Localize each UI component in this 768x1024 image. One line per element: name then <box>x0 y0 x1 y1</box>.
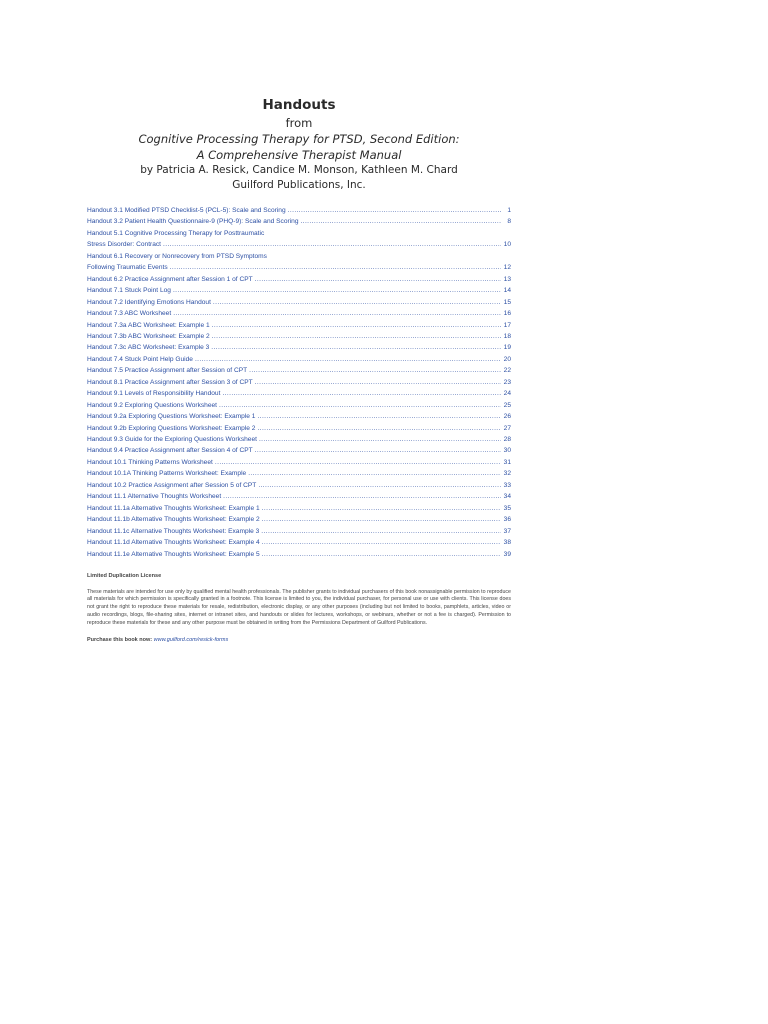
toc-row[interactable] <box>87 239 511 250</box>
toc-entry[interactable] <box>87 228 511 251</box>
toc-entry-title: Handout 9.2b Exploring Questions Worksheet: Example 2 <box>87 424 256 432</box>
toc-entry[interactable] <box>87 537 511 548</box>
toc-leader-dots <box>300 216 501 227</box>
toc-leader-dots <box>262 537 501 548</box>
page-title: Handouts <box>262 97 336 113</box>
toc-page-number: 12 <box>503 264 511 272</box>
toc-row[interactable] <box>87 400 511 411</box>
toc-entry-title: Handout 7.4 Stuck Point Help Guide <box>87 355 193 363</box>
toc-row[interactable] <box>87 445 511 456</box>
toc-entry[interactable] <box>87 411 511 422</box>
toc-page-number: 1 <box>507 207 511 214</box>
toc-page-number: 20 <box>503 355 511 363</box>
toc-leader-dots <box>173 308 501 319</box>
toc-page-number: 24 <box>503 390 511 398</box>
toc-row[interactable] <box>87 423 511 434</box>
toc-entry-title: Handout 6.2 Practice Assignment after Session 1 of CPT <box>87 275 253 283</box>
toc-entry[interactable] <box>87 285 511 296</box>
toc-row[interactable] <box>87 297 511 308</box>
toc-entry-title: Handout 9.3 Guide for the Exploring Questions Worksheet <box>87 436 257 444</box>
toc-page-number: 27 <box>503 424 511 432</box>
toc-row[interactable] <box>87 480 511 491</box>
toc-entry[interactable] <box>87 503 511 514</box>
toc-page-number: 38 <box>503 539 511 547</box>
toc-entry-title: Handout 7.3b ABC Worksheet: Example 2 <box>87 332 210 340</box>
toc-page-number: 22 <box>503 367 511 375</box>
toc-entry[interactable] <box>87 342 511 353</box>
toc-leader-dots <box>219 400 501 411</box>
toc-row[interactable] <box>87 285 511 296</box>
toc-page-number: 8 <box>507 218 511 226</box>
toc-leader-dots <box>215 457 501 468</box>
toc-entry-title: Handout 7.3c ABC Worksheet: Example 3 <box>87 344 210 352</box>
toc-leader-dots <box>195 354 501 365</box>
license-section <box>87 573 511 645</box>
toc-entry-title: Handout 7.3a ABC Worksheet: Example 1 <box>87 321 210 329</box>
toc-entry[interactable] <box>87 308 511 319</box>
toc-entry-title: Stress Disorder: Contract <box>87 241 162 249</box>
toc-page-number: 23 <box>503 378 511 386</box>
toc-leader-dots <box>212 331 501 342</box>
toc-page-number: 16 <box>503 310 511 318</box>
toc-page-number: 39 <box>503 550 511 558</box>
toc-leader-dots <box>170 262 501 273</box>
toc-row[interactable] <box>87 308 511 319</box>
toc-leader-dots <box>262 503 501 514</box>
toc-entry-title: Handout 11.1b Alternative Thoughts Worksheet: Example 2 <box>87 516 260 524</box>
toc-page-number: 19 <box>503 344 511 352</box>
toc-row[interactable] <box>87 331 511 342</box>
toc-page-number: 18 <box>503 332 511 340</box>
toc-entry[interactable] <box>87 526 511 537</box>
toc-entry-title: Handout 11.1c Alternative Thoughts Worksheet: Example 3 <box>87 527 260 535</box>
toc-row[interactable] <box>87 388 511 399</box>
toc-row[interactable] <box>87 320 511 331</box>
toc-page-number: 26 <box>503 413 511 421</box>
toc-row[interactable] <box>87 537 511 548</box>
toc-row[interactable] <box>87 468 511 479</box>
toc-page-number: 28 <box>503 436 511 444</box>
toc-leader-dots <box>223 491 501 502</box>
toc-leader-dots <box>262 549 501 560</box>
toc-leader-dots <box>255 274 501 285</box>
toc-leader-dots <box>211 342 501 353</box>
toc-leader-dots <box>258 480 501 491</box>
toc-page-number: 10 <box>503 241 511 249</box>
toc-row[interactable] <box>87 205 511 216</box>
toc-entry[interactable] <box>87 251 511 274</box>
toc-entry-title: Following Traumatic Events <box>87 264 168 272</box>
toc-entry[interactable] <box>87 491 511 502</box>
toc-leader-dots <box>255 445 501 456</box>
toc-page-number: 34 <box>503 493 511 501</box>
table-of-contents <box>87 205 511 560</box>
toc-entry[interactable] <box>87 331 511 342</box>
toc-row[interactable] <box>87 514 511 525</box>
toc-entry-title: Handout 9.4 Practice Assignment after Session 4 of CPT <box>87 447 253 455</box>
toc-leader-dots <box>248 468 501 479</box>
toc-leader-dots <box>173 285 501 296</box>
purchase-link[interactable]: www.guilford.com/resick-forms <box>153 637 229 644</box>
toc-entry[interactable] <box>87 480 511 491</box>
toc-entry[interactable] <box>87 377 511 388</box>
toc-entry[interactable] <box>87 468 511 479</box>
toc-row[interactable] <box>87 549 511 560</box>
toc-row[interactable] <box>87 491 511 502</box>
toc-leader-dots <box>249 365 501 376</box>
toc-entry-title: Handout 7.1 Stuck Point Log <box>87 287 171 295</box>
toc-leader-dots <box>259 434 501 445</box>
toc-page-number: 30 <box>503 447 511 455</box>
toc-entry-title: Handout 11.1e Alternative Thoughts Worksheet: Example 5 <box>87 550 260 558</box>
toc-entry-title: Handout 9.2a Exploring Questions Worksheet: Example 1 <box>87 413 256 421</box>
toc-entry-title: Handout 10.1A Thinking Patterns Worksheet: Example <box>87 470 247 478</box>
toc-entry[interactable] <box>87 216 511 227</box>
toc-leader-dots <box>222 388 501 399</box>
toc-entry[interactable] <box>87 423 511 434</box>
toc-entry-title: Handout 7.2 Identifying Emotions Handout <box>87 298 211 306</box>
toc-row[interactable] <box>87 457 511 468</box>
toc-leader-dots <box>257 423 501 434</box>
toc-leader-dots <box>262 514 501 525</box>
toc-entry[interactable] <box>87 388 511 399</box>
toc-page-number: 33 <box>503 481 511 489</box>
book-subtitle-line2: A Comprehensive Therapist Manual <box>196 148 402 162</box>
toc-leader-dots <box>288 205 501 216</box>
toc-entry-title-line1: Handout 5.1 Cognitive Processing Therapy for Posttraumatic <box>87 229 265 237</box>
toc-entry-title: Handout 10.2 Practice Assignment after Session 5 of CPT <box>87 481 257 489</box>
toc-entry[interactable] <box>87 365 511 376</box>
toc-page-number: 17 <box>503 321 511 329</box>
toc-entry[interactable] <box>87 205 511 216</box>
toc-entry[interactable] <box>87 274 511 285</box>
toc-entry-title: Handout 10.1 Thinking Patterns Worksheet <box>87 458 213 466</box>
toc-entry[interactable] <box>87 354 511 365</box>
toc-entry[interactable] <box>87 445 511 456</box>
toc-row[interactable] <box>87 354 511 365</box>
toc-entry[interactable] <box>87 514 511 525</box>
toc-entry[interactable] <box>87 457 511 468</box>
toc-leader-dots <box>213 297 501 308</box>
toc-entry[interactable] <box>87 297 511 308</box>
toc-entry-title: Handout 7.5 Practice Assignment after Session of CPT <box>87 367 248 375</box>
toc-row[interactable] <box>87 216 511 227</box>
from-text: from <box>285 116 313 130</box>
document-page <box>87 96 511 645</box>
toc-page-number: 37 <box>503 527 511 535</box>
toc-leader-dots <box>212 320 501 331</box>
toc-page-number: 13 <box>503 275 511 283</box>
book-subtitle-line1: Cognitive Processing Therapy for PTSD, Second Edition: <box>138 132 460 146</box>
toc-page-number: 31 <box>503 458 511 466</box>
toc-entry-title: Handout 8.1 Practice Assignment after Session 3 of CPT <box>87 378 253 386</box>
publisher: Guilford Publications, Inc. <box>232 179 366 191</box>
toc-row[interactable] <box>87 526 511 537</box>
toc-leader-dots <box>261 526 501 537</box>
toc-leader-dots <box>163 239 501 250</box>
toc-row[interactable] <box>87 274 511 285</box>
toc-leader-dots <box>257 411 501 422</box>
toc-row[interactable] <box>87 377 511 388</box>
toc-page-number: 14 <box>503 287 511 295</box>
toc-entry-title: Handout 11.1d Alternative Thoughts Worksheet: Example 4 <box>87 539 260 547</box>
document-header <box>87 96 511 193</box>
toc-page-number: 36 <box>503 516 511 524</box>
purchase-label: Purchase this book now: <box>87 637 153 644</box>
toc-entry-title: Handout 3.2 Patient Health Questionnaire-9 (PHQ-9): Scale and Scoring <box>87 218 299 226</box>
toc-row[interactable] <box>87 411 511 422</box>
toc-entry[interactable] <box>87 320 511 331</box>
toc-page-number: 32 <box>503 470 511 478</box>
toc-entry[interactable] <box>87 434 511 445</box>
toc-entry-title: Handout 11.1 Alternative Thoughts Worksheet <box>87 493 222 501</box>
toc-entry-title: Handout 3.1 Modified PTSD Checklist-5 (PCL-5): Scale and Scoring <box>87 207 286 214</box>
toc-leader-dots <box>255 377 501 388</box>
toc-entry-title: Handout 7.3 ABC Worksheet <box>87 310 172 318</box>
toc-page-number: 35 <box>503 504 511 512</box>
toc-entry[interactable] <box>87 549 511 560</box>
purchase-line <box>87 637 511 645</box>
toc-row[interactable] <box>87 365 511 376</box>
toc-page-number: 15 <box>503 298 511 306</box>
toc-page-number: 25 <box>503 401 511 409</box>
toc-row[interactable] <box>87 434 511 445</box>
toc-entry-title: Handout 9.2 Exploring Questions Worksheet <box>87 401 217 409</box>
toc-entry-title: Handout 9.1 Levels of Responsibility Handout <box>87 390 221 398</box>
authors: by Patricia A. Resick, Candice M. Monson, Kathleen M. Chard <box>140 164 458 176</box>
toc-row[interactable] <box>87 262 511 273</box>
toc-row[interactable] <box>87 342 511 353</box>
license-body: These materials are intended for use only by qualified mental health professionals. The publisher grants to individual purchasers of this book nonassignable permission to reproduce all materials for which permission is specifically granted in a footnote. This license is limited to you, the individual purchaser, for personal use or use with clients. This license does not grant the right to reproduce these materials for resale, redistribution, electronic display, or any other purposes (including but not limited to books, pamphlets, articles, video or audio recordings, blogs, file-sharing sites, internet or intranet sites, and handouts or slides for lectures, workshops, or webinars, whether or not a fee is charged). Permission to reproduce these materials for these and any other purpose must be obtained in writing from the Permissions Department of Guilford Publications. <box>87 588 511 626</box>
toc-entry[interactable] <box>87 400 511 411</box>
toc-entry-title-line1: Handout 6.1 Recovery or Nonrecovery from PTSD Symptoms <box>87 252 267 260</box>
license-heading: Limited Duplication License <box>87 573 162 580</box>
toc-row[interactable] <box>87 503 511 514</box>
toc-entry-title: Handout 11.1a Alternative Thoughts Worksheet: Example 1 <box>87 504 260 512</box>
